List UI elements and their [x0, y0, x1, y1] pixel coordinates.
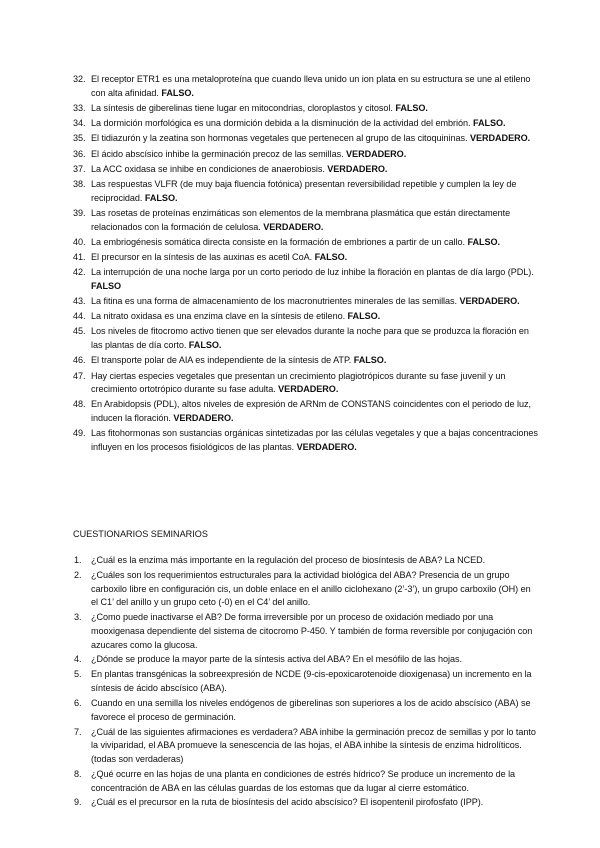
list-item	[0, 398, 600, 425]
list-item	[0, 207, 600, 234]
item-number: 46.	[73, 355, 86, 366]
list-item	[0, 697, 600, 724]
item-text: ¿Como puede inactivarse el AB? De forma irreversible por un proceso de oxidación mediado por una mooxigenasa dependiente del sistema de citocromo P-450. Y también de forma reversible por conjugación con azucares como la glucosa.	[91, 612, 533, 650]
item-answer: FALSO.	[347, 311, 381, 322]
item-number: 39.	[73, 207, 86, 218]
item-number: 7.	[74, 726, 82, 737]
item-answer: VERDADERO.	[469, 133, 531, 144]
item-text: Las respuestas VLFR (de muy baja fluencia fotónica) presentan reversibilidad repetible y cumplen la ley de reciprocidad.	[91, 178, 517, 203]
item-number: 41.	[73, 251, 86, 262]
list-item	[0, 370, 600, 397]
item-text: Las rosetas de proteínas enzimáticas son elementos de la membrana plasmática que están directamente relacionados con la formación de celulosa.	[91, 207, 511, 232]
item-number: 47.	[73, 370, 86, 381]
item-text: El receptor ETR1 es una metaloproteína que cuando lleva unido un ion plata en su estructura se une al etileno con alta afinidad.	[91, 74, 531, 98]
item-answer: FALSO.	[314, 251, 348, 262]
item-number: 42.	[73, 267, 86, 278]
item-number: 43.	[73, 296, 86, 307]
list-item	[0, 178, 600, 205]
item-number: 1.	[74, 555, 82, 565]
item-text: La embriogénesis somática directa consiste en la formación de embriones a partir de un callo.	[91, 236, 465, 247]
item-number: 33.	[73, 102, 86, 113]
item-answer: FALSO.	[161, 87, 194, 98]
item-text: La fitina es una forma de almacenamiento de los macronutrientes minerales de las semillas.	[91, 296, 458, 307]
item-number: 45.	[73, 326, 86, 337]
list-item	[0, 354, 600, 368]
list-item	[0, 73, 600, 100]
item-text: ¿Cuál es la enzima más importante en la regulación del proceso de biosíntesis de ABA? La NCED.	[91, 555, 486, 565]
item-text: ¿Dónde se produce la mayor parte de la síntesis activa del ABA? En el mesófilo de las hojas.	[91, 654, 462, 665]
item-number: 44.	[73, 311, 86, 322]
item-text: El transporte polar de AIA es independiente de la síntesis de ATP.	[91, 355, 352, 366]
list-item	[0, 554, 600, 568]
item-number: 37.	[73, 163, 86, 174]
item-answer: VERDADERO.	[263, 221, 324, 232]
item-text: Hay ciertas especies vegetales que presentan un crecimiento plagiotrópicos durante su fase juvenil y un crecimiento ortotrópico durante su fase adulta.	[91, 370, 506, 395]
item-answer: FALSO.	[353, 355, 387, 366]
list-item	[0, 295, 600, 309]
item-answer: FALSO.	[467, 236, 500, 247]
item-number: 49.	[73, 428, 86, 439]
item-text: ¿Qué ocurre en las hojas de una planta en condiciones de estrés hídrico? Se produce un incremento de la concentración de ABA en las células guardas de los estomas que da lugar al cierre estomático.	[91, 768, 516, 793]
item-number: 3.	[74, 612, 82, 623]
item-answer: FALSO.	[144, 192, 178, 203]
item-number: 48.	[73, 399, 86, 410]
list-item	[0, 653, 600, 667]
section-heading: CUESTIONARIOS SEMINARIOS	[73, 529, 208, 539]
item-answer: VERDADERO.	[327, 163, 388, 174]
list-item	[0, 266, 600, 293]
item-text: ¿Cuáles son los requerimientos estructurales para la actividad biológica del ABA? Presencia de un grupo carboxilo libre en configuración cis, un doble enlace en el anillo ciclohexano (2’-3’), un grupo carboxilo (OH) en el C1’ del anillo y un grupo ceto (-0) en el C4’ del anillo.	[91, 569, 531, 608]
item-text: La interrupción de una noche larga por un corto periodo de luz inhibe la floración en plantas de día largo (PDL).	[91, 267, 534, 278]
item-answer: FALSO.	[395, 102, 428, 113]
list-item	[0, 148, 600, 162]
item-number: 40.	[73, 236, 86, 247]
item-number: 35.	[73, 133, 86, 144]
item-text: El ácido abscísico inhibe la germinación precoz de las semillas.	[91, 148, 344, 159]
item-answer: FALSO.	[188, 340, 222, 351]
item-text: Cuando en una semilla los niveles endógenos de giberelinas son superiores a los de acido abscísico (ABA) se favorece el proceso de germinación.	[91, 697, 531, 722]
item-answer: VERDADERO.	[173, 413, 234, 424]
item-number: 6.	[74, 697, 82, 708]
list-item	[0, 611, 600, 652]
list-item	[0, 726, 600, 767]
item-number: 34.	[73, 118, 86, 129]
item-text: El tidiazurón y la zeatina son hormonas vegetales que pertenecen al grupo de las citoquininas.	[91, 133, 468, 144]
item-text: Las fitohormonas son sustancias orgánicas sintetizadas por las células vegetales y que a bajas concentraciones influyen en los procesos fisiológicos de las plantas.	[91, 428, 538, 453]
item-text: En plantas transgénicas la sobreexpresión de NCDE (9-cis-epoxicarotenoide dioxigenasa) un incremento en la síntesis de ácido abscísico (ABA).	[91, 669, 532, 694]
item-answer: VERDADERO.	[459, 296, 520, 307]
list-item	[0, 102, 600, 116]
item-answer: FALSO.	[472, 118, 506, 129]
list-item	[0, 427, 600, 454]
list-item	[0, 163, 600, 177]
item-text: ¿Cuál es el precursor en la ruta de biosíntesis del acido abscísico? El isopentenil pirofosfato (IPP).	[91, 797, 484, 808]
item-text: El precursor en la síntesis de las auxinas es acetil CoA.	[91, 251, 313, 262]
item-number: 36.	[73, 148, 86, 159]
item-number: 8.	[74, 768, 82, 779]
item-answer: VERDADERO.	[296, 442, 357, 453]
item-text: La dormición morfológica es una dormición debida a la disminución de la actividad del embrión.	[91, 118, 471, 129]
item-answer: VERDADERO.	[346, 148, 407, 159]
item-number: 4.	[74, 654, 82, 665]
list-item	[0, 310, 600, 324]
item-number: 5.	[74, 669, 82, 680]
item-answer: VERDADERO.	[278, 384, 339, 395]
true-false-list	[0, 73, 600, 456]
item-text: Los niveles de fitocromo activo tienen que ser elevados durante la noche para que se produzca la floración en las plantas de día corto.	[91, 326, 529, 351]
item-number: 38.	[73, 178, 86, 189]
item-number: 32.	[73, 74, 86, 84]
item-text: La ACC oxidasa se inhibe en condiciones de anaerobiosis.	[91, 163, 325, 174]
list-item	[0, 325, 600, 352]
item-number: 2.	[74, 569, 82, 580]
list-item	[0, 236, 600, 250]
list-item	[0, 768, 600, 795]
item-answer: FALSO	[91, 280, 122, 291]
item-number: 9.	[74, 797, 82, 808]
item-text: La nitrato oxidasa es una enzima clave en la síntesis de etileno.	[91, 311, 346, 322]
list-item	[0, 251, 600, 265]
list-item	[0, 132, 600, 146]
list-item	[0, 117, 600, 131]
seminar-question-list	[0, 554, 600, 811]
item-text: ¿Cuál de las siguientes afirmaciones es verdadera? ABA inhibe la germinación precoz de semillas y por lo tanto la viviparidad, el ABA promueve la senescencia de las hojas, el ABA inhibe la síntesis de enzima hidrolíticos. (todas son verdaderas)	[91, 726, 536, 764]
list-item	[0, 668, 600, 695]
list-item	[0, 569, 600, 610]
item-text: La síntesis de giberelinas tiene lugar en mitocondrias, cloroplastos y citosol.	[91, 102, 393, 113]
item-text: En Arabidopsis (PDL), altos niveles de expresión de ARNm de CONSTANS coincidentes con el periodo de luz, inducen la floración.	[91, 399, 531, 424]
list-item	[0, 796, 600, 810]
